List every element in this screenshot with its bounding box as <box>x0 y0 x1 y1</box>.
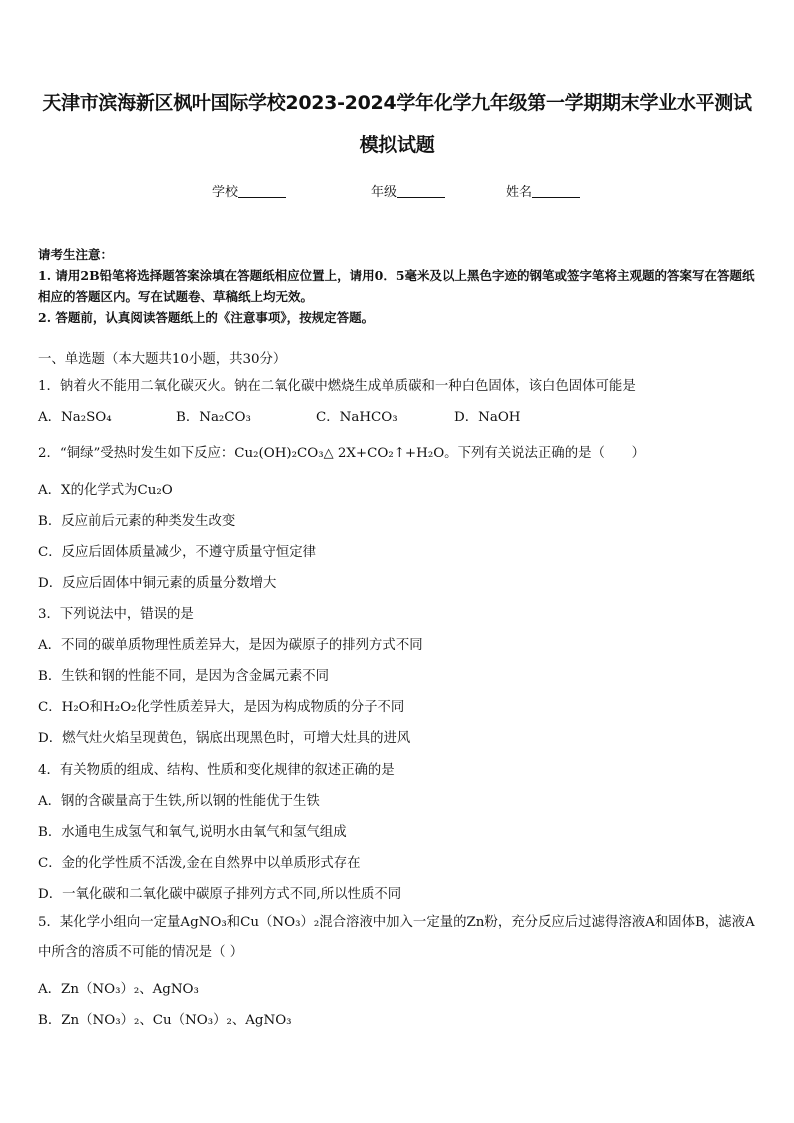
q2-stem-part2: 2X+CO₂↑+H₂O。下列有关说法正确的是（ ） <box>333 446 646 461</box>
q1-option-b: B．Na₂CO₃ <box>176 410 251 425</box>
grade-blank <box>397 184 445 198</box>
grade-label: 年级 <box>371 185 398 200</box>
q2-stem <box>38 442 763 461</box>
q4-option-a: A．钢的含碳量高于生铁,所以钢的性能优于生铁 <box>38 794 320 809</box>
q2-stem-part1: 2．“铜绿”受热时发生如下反应：Cu₂(OH)₂CO₃ <box>38 446 324 461</box>
exam-subtitle: 模拟试题 <box>359 134 435 156</box>
exam-title: 天津市滨海新区枫叶国际学校2023-2024学年化学九年级第一学期期末学业水平测试 <box>42 92 752 114</box>
q5-option-b: B．Zn（NO₃）₂、Cu（NO₃）₂、AgNO₃ <box>38 1013 292 1028</box>
notes-heading: 请考生注意： <box>38 247 114 262</box>
school-blank <box>238 184 286 198</box>
heat-condition-symbol: △ <box>323 446 334 461</box>
school-label: 学校 <box>212 185 239 200</box>
q3-option-d: D．燃气灶火焰呈现黄色，锅底出现黑色时，可增大灶具的进风 <box>38 731 411 746</box>
q3-stem: 3．下列说法中，错误的是 <box>38 607 194 622</box>
q1-option-c: C．NaHCO₃ <box>316 410 398 425</box>
q3-option-c: C．H₂O和H₂O₂化学性质差异大，是因为构成物质的分子不同 <box>38 700 405 715</box>
q2-option-c: C．反应后固体质量减少，不遵守质量守恒定律 <box>38 545 317 560</box>
q4-stem: 4．有关物质的组成、结构、性质和变化规律的叙述正确的是 <box>38 763 395 778</box>
name-field <box>506 181 580 200</box>
q1-option-d: D．NaOH <box>454 410 521 425</box>
q1-option-a: A．Na₂SO₄ <box>38 410 112 425</box>
q4-option-c: C．金的化学性质不活泼,金在自然界中以单质形式存在 <box>38 856 361 871</box>
q5-stem: 5．某化学小组向一定量AgNO₃和Cu（NO₃）₂混合溶液中加入一定量的Zn粉，充分反应后过滤得溶液A和固体B，滤液A中所含的溶质不可能的情况是（ ） <box>38 915 755 960</box>
q4-option-b: B．水通电生成氢气和氧气,说明水由氧气和氢气组成 <box>38 825 347 840</box>
q2-option-d: D．反应后固体中铜元素的质量分数增大 <box>38 576 277 591</box>
q2-option-b: B．反应前后元素的种类发生改变 <box>38 514 236 529</box>
q1-stem: 1．钠着火不能用二氧化碳灭火。钠在二氧化碳中燃烧生成单质碳和一种白色固体，该白色固体可能是 <box>38 379 636 394</box>
name-blank <box>532 184 580 198</box>
grade-field <box>371 181 445 200</box>
note-1: 1. 请用2B铅笔将选择题答案涂填在答题纸相应位置上，请用0．5毫米及以上黑色字迹的钢笔或签字笔将主观题的答案写在答题纸相应的答题区内。写在试题卷、草稿纸上均无效。 <box>38 268 755 304</box>
q2-option-a: A．X的化学式为Cu₂O <box>38 483 173 498</box>
q5-option-a: A．Zn（NO₃）₂、AgNO₃ <box>38 982 199 997</box>
q4-option-d: D．一氧化碳和二氧化碳中碳原子排列方式不同,所以性质不同 <box>38 887 402 902</box>
notes-block <box>38 244 760 328</box>
q1-options <box>38 406 763 425</box>
q3-option-a: A．不同的碳单质物理性质差异大，是因为碳原子的排列方式不同 <box>38 638 423 653</box>
section-heading: 一、单选题（本大题共10小题，共30分） <box>38 352 287 367</box>
name-label: 姓名 <box>506 185 533 200</box>
school-field <box>212 181 286 200</box>
q3-option-b: B．生铁和钢的性能不同，是因为含金属元素不同 <box>38 669 330 684</box>
note-2: 2. 答题前，认真阅读答题纸上的《注意事项》，按规定答题。 <box>38 310 375 325</box>
